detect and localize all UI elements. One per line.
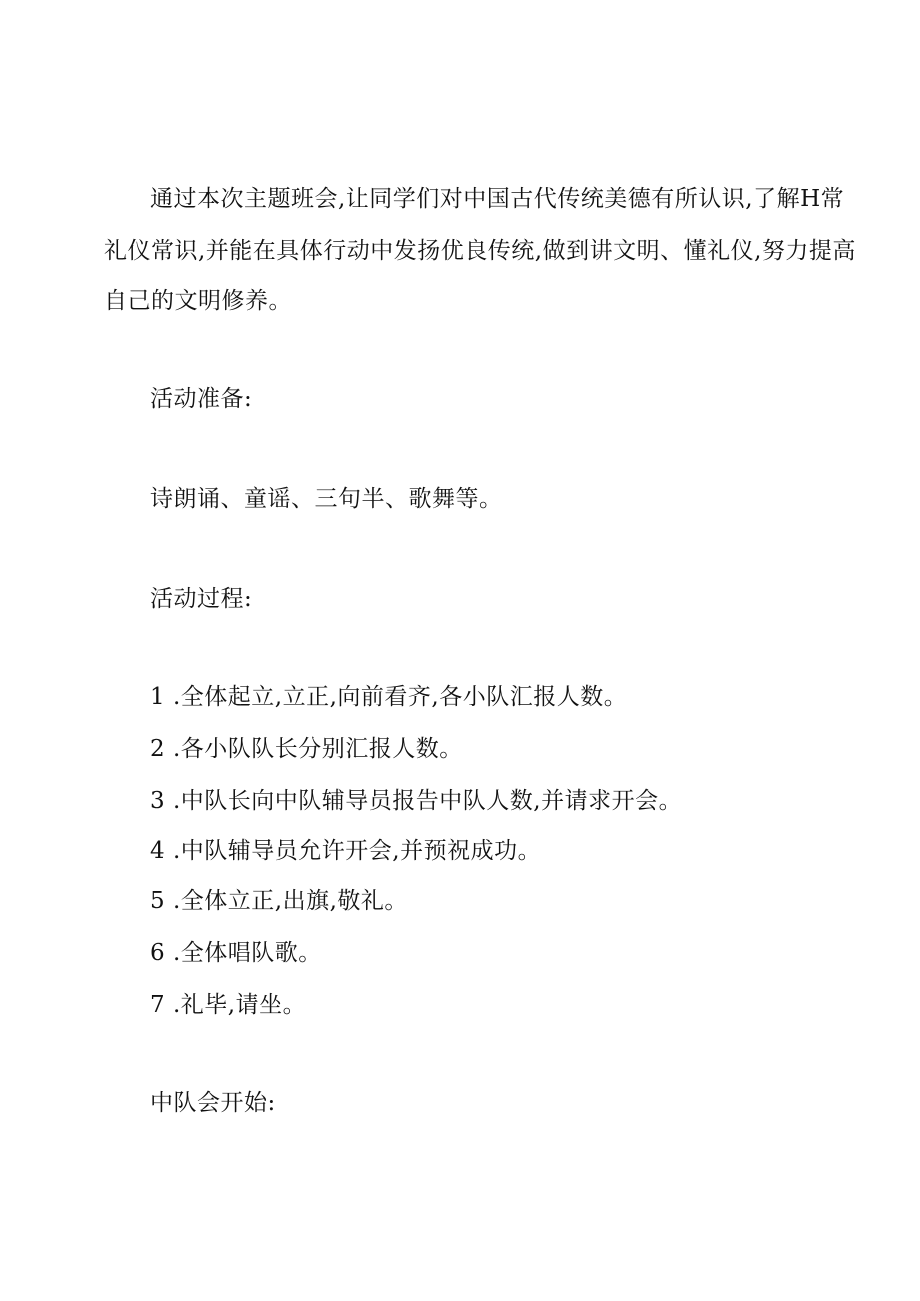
intro-paragraph-line-2: 礼仪常识,并能在具体行动中发扬优良传统,做到讲文明、懂礼仪,努力提高 [104,238,856,264]
intro-paragraph-line-3: 自己的文明修养。 [104,288,292,314]
preparation-heading: 活动准备: [150,386,253,412]
process-step-6: 6 .全体唱队歌。 [150,940,322,966]
process-heading: 活动过程: [150,586,253,612]
process-step-4: 4 .中队辅导员允许开会,并预祝成功。 [150,838,542,864]
meeting-start-heading: 中队会开始: [150,1090,276,1116]
process-step-2: 2 .各小队队长分别汇报人数。 [150,736,463,762]
process-step-1: 1 .全体起立,立正,向前看齐,各小队汇报人数。 [150,684,628,710]
process-step-5: 5 .全体立正,出旗,敬礼。 [150,888,408,914]
process-step-7: 7 .礼毕,请坐。 [150,992,307,1018]
process-step-3: 3 .中队长向中队辅导员报告中队人数,并请求开会。 [150,788,683,814]
preparation-body: 诗朗诵、童谣、三句半、歌舞等。 [150,486,503,512]
intro-paragraph-line-1: 通过本次主题班会,让同学们对中国古代传统美德有所认识,了解H常 [150,186,845,212]
